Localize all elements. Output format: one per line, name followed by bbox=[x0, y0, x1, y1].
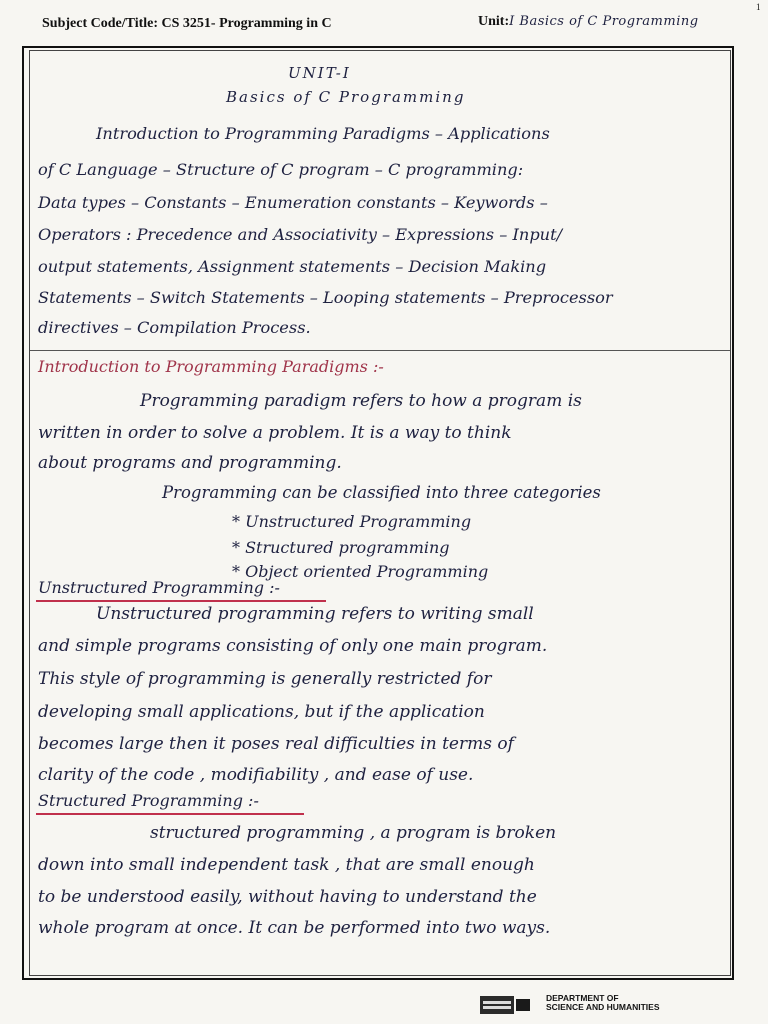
syllabus-line: output statements, Assignment statements – Decision Making bbox=[38, 257, 547, 276]
structured-line: down into small independent task , that are small enough bbox=[38, 855, 535, 875]
intro-heading: Introduction to Programming Paradigms :- bbox=[38, 357, 384, 376]
department-name bbox=[546, 994, 660, 1012]
unstructured-line: and simple programs consisting of only one main program. bbox=[38, 636, 548, 656]
unit-heading: UNIT-I bbox=[288, 64, 351, 82]
category-item: * Structured programming bbox=[232, 538, 450, 557]
syllabus-line: of C Language – Structure of C program – C programming: bbox=[38, 160, 524, 179]
heading-underline bbox=[36, 600, 326, 602]
unit-title bbox=[478, 14, 699, 30]
structured-line: to be understood easily, without having to understand the bbox=[38, 887, 537, 907]
structured-heading: Structured Programming :- bbox=[38, 791, 259, 810]
structured-line: whole program at once. It can be performed into two ways. bbox=[38, 918, 551, 938]
syllabus-line: directives – Compilation Process. bbox=[38, 318, 311, 337]
syllabus-line: Introduction to Programming Paradigms – Applications bbox=[96, 124, 550, 143]
unstructured-line: becomes large then it poses real difficulties in terms of bbox=[38, 734, 514, 754]
intro-line: about programs and programming. bbox=[38, 453, 342, 473]
page-footer bbox=[480, 994, 710, 1018]
unit-subheading: Basics of C Programming bbox=[226, 88, 466, 106]
intro-line: Programming paradigm refers to how a program is bbox=[140, 391, 582, 411]
dept-line: DEPARTMENT OF bbox=[546, 993, 619, 1003]
section-divider bbox=[30, 350, 730, 351]
page-header bbox=[0, 0, 768, 46]
unit-label: Unit: bbox=[478, 14, 510, 29]
unstructured-line: clarity of the code , modifiability , and ease of use. bbox=[38, 765, 474, 785]
dept-line: SCIENCE AND HUMANITIES bbox=[546, 1002, 660, 1012]
intro-line: Programming can be classified into three categories bbox=[162, 483, 601, 502]
unit-value: I Basics of C Programming bbox=[509, 14, 699, 29]
syllabus-line: Statements – Switch Statements – Looping statements – Preprocessor bbox=[38, 288, 613, 307]
category-item: * Unstructured Programming bbox=[232, 512, 472, 531]
syllabus-line: Data types – Constants – Enumeration constants – Keywords – bbox=[38, 193, 548, 212]
category-item: * Object oriented Programming bbox=[232, 562, 489, 581]
unstructured-heading: Unstructured Programming :- bbox=[38, 578, 280, 597]
intro-line: written in order to solve a problem. It is a way to think bbox=[38, 423, 512, 443]
unstructured-line: developing small applications, but if the application bbox=[38, 702, 485, 722]
page-number: 1 bbox=[756, 2, 761, 12]
institute-logo bbox=[480, 996, 532, 1014]
subject-title: Subject Code/Title: CS 3251- Programming in C bbox=[42, 16, 332, 31]
unstructured-line: Unstructured programming refers to writing small bbox=[96, 604, 534, 624]
structured-line: structured programming , a program is broken bbox=[150, 823, 557, 843]
syllabus-line: Operators : Precedence and Associativity – Expressions – Input/ bbox=[38, 225, 563, 244]
unstructured-line: This style of programming is generally restricted for bbox=[38, 669, 492, 689]
heading-underline bbox=[36, 813, 304, 815]
